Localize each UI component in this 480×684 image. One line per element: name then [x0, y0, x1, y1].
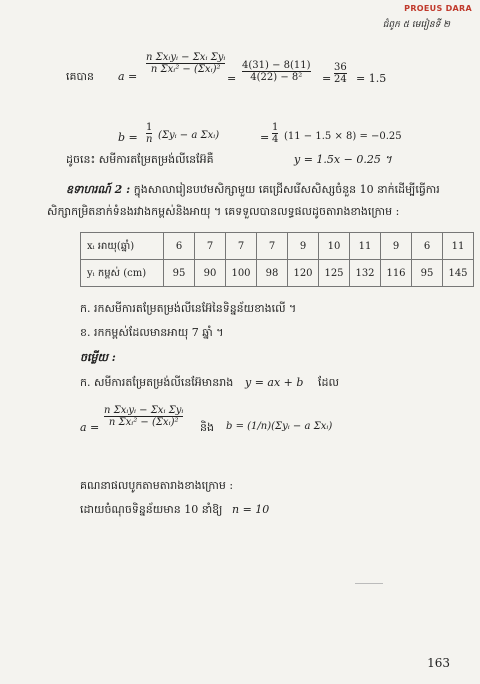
table-cell: 120: [288, 260, 319, 287]
answer-a-line: ក. សមីការតម្រែតម្រង់លីនេអ៊ែមានរាង: [80, 376, 234, 389]
table-cell: 95: [164, 260, 195, 287]
conclusion-equation: y = 1.5x − 0.25 ។: [294, 153, 392, 166]
table-cell: 6: [412, 233, 443, 260]
table-cell: 11: [350, 233, 381, 260]
answer-a-lhs: a =: [80, 421, 100, 434]
example-intro: ក្នុងសាលារៀនបឋមសិក្សាមួយ គេជ្រើសរើសសិស្សចំនួន 10 នាក់ដើម្បីធ្វើការ: [133, 183, 440, 196]
step2-calc: (11 − 1.5 × 8) = −0.25: [284, 131, 402, 142]
table-row-label-height: yᵢ កម្ពស់ (cm): [81, 260, 164, 287]
conclusion-text: ដូចនេះ សមីការតម្រែតម្រង់លីនេអ៊ែគឺ: [66, 153, 214, 166]
table-cell: 10: [319, 233, 350, 260]
answer-title: ចម្លើយ :: [80, 351, 116, 364]
question-b: ខ. រកកម្ពស់ដែលមានអាយុ 7 ឆ្នាំ ។: [80, 326, 224, 339]
answer-where: ដែល: [318, 376, 339, 389]
example-line2: សិក្សាកម្រិតនាក់ទំនងរវាងកម្ពស់និងអាយុ ។ គេទទួលបានលទ្ធផលដូចតារាងខាងក្រោម :: [47, 205, 400, 218]
step1-lead: គេបាន: [66, 70, 94, 83]
step2-eq: =: [260, 131, 270, 144]
table-cell: 125: [319, 260, 350, 287]
step2-b-lhs: b =: [118, 131, 138, 144]
table-cell: 100: [226, 260, 257, 287]
step2-quarter-den: 4: [272, 134, 279, 145]
table-cell: 145: [443, 260, 474, 287]
step1-fraction: [334, 62, 347, 85]
table-cell: 6: [164, 233, 195, 260]
table-cell: 7: [257, 233, 288, 260]
step1-result: = 1.5: [356, 72, 387, 85]
step1-values-denominator: 4(22) − 8²: [250, 72, 303, 83]
step1-fraction-den: 24: [334, 74, 347, 85]
answer-since: ដោយចំណុចទិន្នន័យមាន 10 នាំឱ្យ: [80, 503, 223, 516]
brand-label: PROEUS DARA: [404, 4, 472, 13]
step2-one: 1: [146, 122, 153, 133]
answer-compute: គណនាផលបូកតាមតារាងខាងក្រោម :: [80, 479, 234, 492]
table-row: [81, 233, 474, 260]
question-a: ក. រកសមីការតម្រែតម្រង់លីនេអ៊ែនៃទិន្នន័យខាងលើ ។: [80, 302, 297, 315]
step1-formula-denominator: n Σxᵢ² − (Σxᵢ)²: [150, 64, 221, 75]
step1-values: [242, 60, 311, 83]
example-title: ឧទាហរណ៍ 2 :: [66, 183, 131, 196]
step2-n: n: [146, 134, 153, 145]
table-cell: 9: [288, 233, 319, 260]
table-cell: 98: [257, 260, 288, 287]
table-cell: 95: [412, 260, 443, 287]
table-cell: 7: [195, 233, 226, 260]
step2-quarter-num: 1: [272, 122, 279, 133]
answer-and: និង: [200, 421, 214, 434]
page-number: 163: [427, 656, 450, 670]
table-cell: 116: [381, 260, 412, 287]
step1-formula: [146, 52, 225, 75]
step1-a-lhs: a =: [118, 70, 138, 83]
answer-a-denominator: n Σxᵢ² − (Σxᵢ)²: [108, 417, 179, 428]
step2-one-over-n: [146, 122, 152, 145]
data-table: [80, 232, 474, 287]
table-cell: 132: [350, 260, 381, 287]
step1-eq1: =: [227, 72, 237, 85]
table-cell: 7: [226, 233, 257, 260]
step1-fraction-num: 36: [334, 62, 347, 73]
table-cell: 90: [195, 260, 226, 287]
step2-inner: (Σyᵢ − a Σxᵢ): [158, 130, 220, 141]
step1-formula-numerator: n Σxᵢyᵢ − Σxᵢ Σyᵢ: [146, 52, 226, 63]
table-row: [81, 260, 474, 287]
step1-values-numerator: 4(31) − 8(11): [242, 60, 311, 71]
answer-a-numerator: n Σxᵢyᵢ − Σxᵢ Σyᵢ: [104, 405, 184, 416]
answer-n-eq: n = 10: [232, 503, 270, 516]
table-row-label-age: xᵢ អាយុ(ឆ្នាំ): [81, 233, 164, 260]
table-cell: 11: [443, 233, 474, 260]
margin-mark: [355, 583, 383, 584]
answer-a-formula: [104, 405, 183, 428]
answer-b-expr: b = (1/n)(Σyᵢ − a Σxᵢ): [226, 421, 333, 432]
step1-eq2: =: [322, 72, 332, 85]
step2-quarter: [272, 122, 278, 145]
chapter-header: ជំពូក ៥ មេរៀនទី ២: [382, 20, 450, 30]
table-cell: 9: [381, 233, 412, 260]
example-line1: [66, 183, 440, 199]
answer-form: y = ax + b: [245, 376, 304, 389]
